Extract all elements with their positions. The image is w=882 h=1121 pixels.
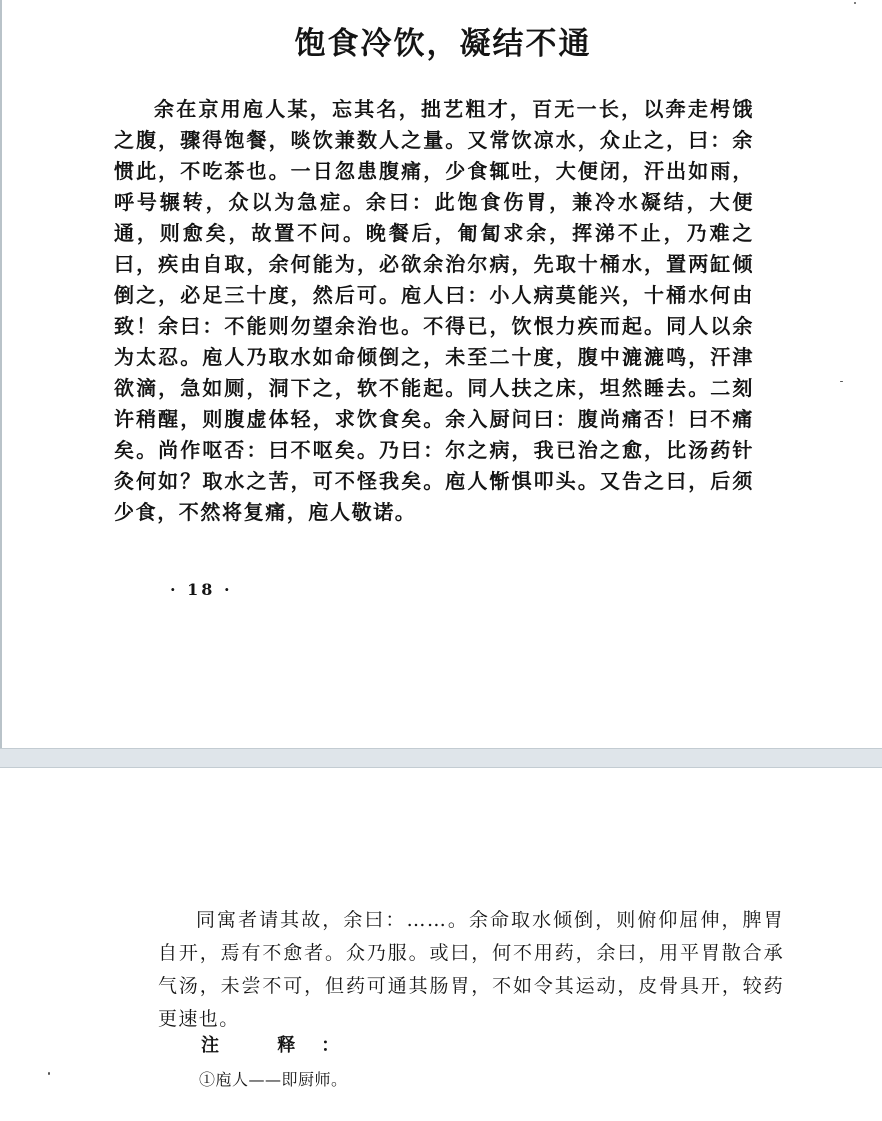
page-title: 饱食冷饮，凝结不通 bbox=[294, 26, 592, 62]
notes-heading: 注 释： bbox=[201, 1035, 366, 1056]
scan-speck bbox=[48, 1072, 50, 1075]
page-number: · 18 · bbox=[170, 580, 233, 599]
scan-speck bbox=[854, 2, 856, 4]
footnote-1: ①庖人——即厨师。 bbox=[199, 1070, 348, 1089]
document-page-2 bbox=[0, 768, 882, 1121]
scan-speck bbox=[840, 381, 843, 382]
page-separator bbox=[0, 748, 882, 768]
body-paragraph-2: 同寓者请其故，余曰：……。余命取水倾倒，则俯仰屈伸，脾胃自开，焉有不愈者。众乃服。或曰，何不用药，余曰，用平胃散合承气汤，未尝不可，但药可通其肠胃，不如令其运动，皮骨具开，较药更速也。 bbox=[158, 909, 784, 1030]
body-paragraph-1: 余在京用庖人某，忘其名，拙艺粗才，百无一长，以奔走枵饿之腹，骤得饱餐，啖饮兼数人之量。又常饮凉水，众止之，曰：余惯此，不吃茶也。一日忽患腹痛，少食辄吐，大便闭，汗出如雨，呼号辗转，众以为急症。余曰：此饱食伤胃，兼冷水凝结，大便通，则愈矣，故置不问。晚餐后，匍匐求余，挥涕不止，乃难之曰，疾由自取，余何能为，必欲余治尔病，先取十桶水，置两缸倾倒之，必足三十度，然后可。庖人曰：小人病莫能兴，十桶水何由致！余曰：不能则勿望余治也。不得已，饮恨力疾而起。同人以余为太忍。庖人乃取水如命倾倒之，未至二十度，腹中漉漉鸣，汗津欲滴，急如厕，洞下之，软不能起。同人扶之床，坦然睡去。二刻许稍醒，则腹虚体轻，求饮食矣。余入厨问曰：腹尚痛否！曰不痛矣。尚作呕否：曰不呕矣。乃曰：尔之病，我已治之愈，比汤药针灸何如？取水之苦，可不怪我矣。庖人惭惧叩头。又告之曰，后须少食，不然将复痛，庖人敬诺。 bbox=[114, 97, 754, 524]
